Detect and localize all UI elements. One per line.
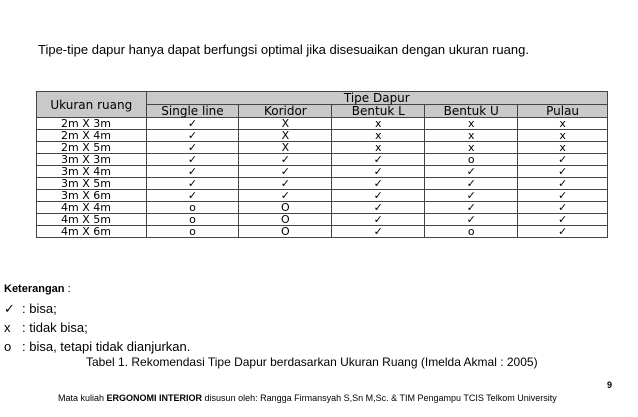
cell-mark: ✓ [239,166,332,178]
cell-mark: ✓ [518,226,608,238]
cell-mark: o [146,214,239,226]
cell-mark: ✓ [425,202,518,214]
cell-mark: ✓ [518,178,608,190]
table-row [37,178,608,190]
legend-item-bisa [4,301,190,317]
legend-text: : tidak bisa; [22,320,88,335]
table-row [37,190,608,202]
cell-mark: ✓ [332,190,425,202]
col-header-koridor: Koridor [239,105,332,118]
cell-mark: ✓ [518,154,608,166]
group-header: Tipe Dapur [146,92,607,105]
row-size: 3m X 3m [37,154,147,166]
cell-mark: ✓ [146,166,239,178]
cell-mark: x [425,118,518,130]
footer-suffix: disusun oleh: Rangga Firmansyah S,Sn M,Sc. & TIM Pengampu TCIS Telkom University [202,393,557,403]
col-header-single-line: Single line [146,105,239,118]
kitchen-type-table [36,91,608,238]
cell-mark: ✓ [146,118,239,130]
table-row [37,130,608,142]
row-size: 4m X 4m [37,202,147,214]
row-size: 2m X 3m [37,118,147,130]
row-size: 3m X 4m [37,166,147,178]
cell-mark: o [146,226,239,238]
kitchen-type-table-wrap [36,91,608,238]
cell-mark: O [239,226,332,238]
cell-mark: ✓ [239,154,332,166]
table-row [37,226,608,238]
cell-mark: ✓ [146,178,239,190]
table-row [37,118,608,130]
cell-mark: ✓ [332,166,425,178]
cell-mark: X [239,130,332,142]
table-row [37,214,608,226]
table-row [37,142,608,154]
footer-course: ERGONOMI INTERIOR [106,393,203,403]
cell-mark: X [239,118,332,130]
cell-mark: x [332,142,425,154]
legend-item-tidak-dianjurkan [4,339,190,355]
cell-mark: ✓ [425,214,518,226]
cross-icon: x [4,320,11,335]
cell-mark: o [425,154,518,166]
legend-title: Keterangan [4,283,65,295]
cell-mark: ✓ [332,202,425,214]
footer-prefix: Mata kuliah [58,393,107,403]
cell-mark: x [518,118,608,130]
col-header-pulau: Pulau [518,105,608,118]
cell-mark: x [425,142,518,154]
check-icon: ✓ [4,301,15,316]
cell-mark: ✓ [518,166,608,178]
table-row [37,166,608,178]
cell-mark: x [332,130,425,142]
cell-mark: x [518,142,608,154]
row-size: 2m X 5m [37,142,147,154]
row-size: 4m X 5m [37,214,147,226]
row-size: 2m X 4m [37,130,147,142]
intro-text: Tipe-tipe dapur hanya dapat berfungsi optimal jika disesuaikan dengan ukuran ruang. [38,42,529,57]
row-size: 3m X 5m [37,178,147,190]
table-row [37,202,608,214]
cell-mark: ✓ [332,214,425,226]
cell-mark: ✓ [425,166,518,178]
legend-item-tidak-bisa [4,320,190,336]
row-size: 4m X 6m [37,226,147,238]
cell-mark: X [239,142,332,154]
cell-mark: ✓ [425,178,518,190]
page-number: 9 [607,380,613,390]
cell-mark: ✓ [239,178,332,190]
cell-mark: x [425,130,518,142]
row-size: 3m X 6m [37,190,147,202]
cell-mark: ✓ [239,190,332,202]
cell-mark: ✓ [518,214,608,226]
footer [58,393,557,403]
circle-icon: o [4,339,12,354]
cell-mark: x [332,118,425,130]
cell-mark: O [239,214,332,226]
table-row [37,154,608,166]
legend-text: : bisa; [22,301,57,316]
legend [4,283,190,358]
cell-mark: ✓ [146,130,239,142]
size-header: Ukuran ruang [37,92,147,118]
cell-mark: ✓ [332,154,425,166]
legend-text: : bisa, tetapi tidak dianjurkan. [22,339,191,354]
cell-mark: ✓ [332,178,425,190]
cell-mark: x [518,130,608,142]
cell-mark: O [239,202,332,214]
legend-title-colon: : [67,283,71,295]
cell-mark: o [425,226,518,238]
col-header-bentuk-u: Bentuk U [425,105,518,118]
table-caption: Tabel 1. Rekomendasi Tipe Dapur berdasarkan Ukuran Ruang (Imelda Akmal : 2005) [86,355,538,369]
legend-title-row [4,283,190,295]
cell-mark: ✓ [332,226,425,238]
cell-mark: ✓ [146,190,239,202]
cell-mark: ✓ [518,202,608,214]
cell-mark: o [146,202,239,214]
cell-mark: ✓ [146,154,239,166]
cell-mark: ✓ [146,142,239,154]
cell-mark: ✓ [518,190,608,202]
cell-mark: ✓ [425,190,518,202]
col-header-bentuk-l: Bentuk L [332,105,425,118]
